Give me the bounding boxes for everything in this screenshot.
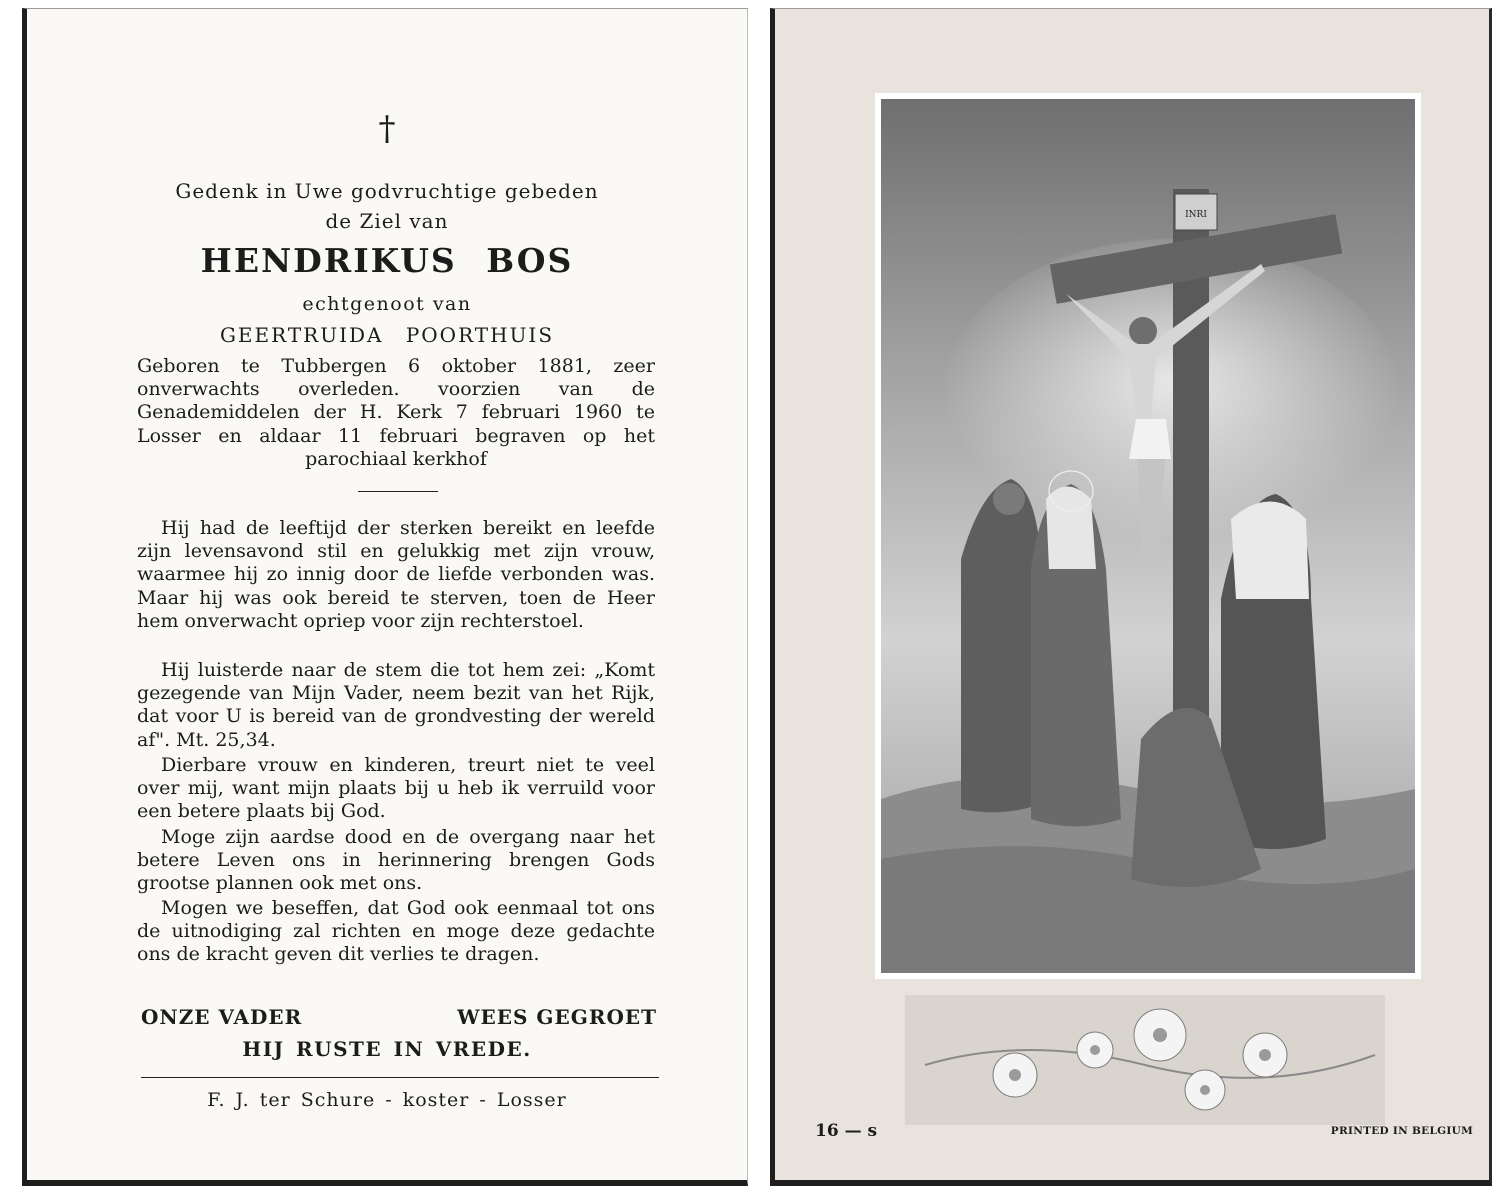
body-paragraph: Hij had de leeftijd der sterken bereikt en leefde zijn levensavond stil en gelukkig met zijn vrouw, waarmee hij zo innig door de liefde verbonden was. Maar hij was ook bereid te sterven, toen de Heer hem onverwacht opriep voor zijn rechterstoel.	[137, 517, 655, 632]
picture-frame	[875, 93, 1421, 979]
body-paragraph: Moge zijn aardse dood en de overgang naar het betere Leven ons in herinnering brengen Gods grootse plannen ook met ons.	[137, 826, 655, 895]
body-paragraph: Hij luisterde naar de stem die tot hem zei: „Komt gezegende van Mijn Vader, neem bezit van het Rijk, dat voor U is bereid van de grondvesting der wereld af". Mt. 25,34.	[137, 659, 655, 751]
rest-in-peace-line: HIJ RUSTE IN VREDE.	[242, 1037, 532, 1061]
spouse-name: GEERTRUIDA POORTHUIS	[219, 323, 555, 347]
cross-symbol: †	[378, 109, 396, 149]
memorial-text-card	[22, 8, 748, 1186]
christ-head	[1129, 317, 1157, 345]
prayer-hail-mary: WEES GEGROET	[457, 1005, 657, 1029]
printer-credit: F. J. ter Schure - koster - Losser	[207, 1089, 567, 1111]
crucifixion-image	[881, 99, 1415, 973]
short-divider	[358, 491, 438, 492]
spouse-prefix: echtgenoot van	[302, 293, 472, 315]
biography-paragraph: Geboren te Tubbergen 6 oktober 1881, zeer onverwachts overleden. voorzien van de Genademiddelen der H. Kerk 7 februari 1960 te Losser en aldaar 11 februari begraven op het parochiaal kerkhof	[137, 355, 655, 470]
printed-in-note: PRINTED IN BELGIUM	[1330, 1125, 1473, 1137]
inri-text: INRI	[1185, 210, 1207, 220]
catalog-number: 16 — s	[815, 1121, 878, 1141]
long-divider	[141, 1077, 659, 1078]
body-paragraph: Mogen we beseffen, dat God ook eenmaal tot ons de uitnodiging zal richten en moge deze gedachte ons de kracht geven dit verlies te dragen.	[137, 897, 655, 966]
intro-line-2: de Ziel van	[325, 209, 449, 233]
body-paragraph: Dierbare vrouw en kinderen, treurt niet te veel over mij, want mijn plaats bij u heb ik verruild voor een betere plaats bij God.	[137, 754, 655, 823]
prayer-our-father: ONZE VADER	[141, 1005, 303, 1029]
flower-decoration	[905, 995, 1385, 1125]
prayer-row	[141, 1005, 657, 1029]
devotional-picture-card	[770, 8, 1492, 1186]
deceased-name: HENDRIKUS BOS	[200, 241, 574, 280]
intro-line-1: Gedenk in Uwe godvruchtige gebeden	[175, 179, 599, 203]
